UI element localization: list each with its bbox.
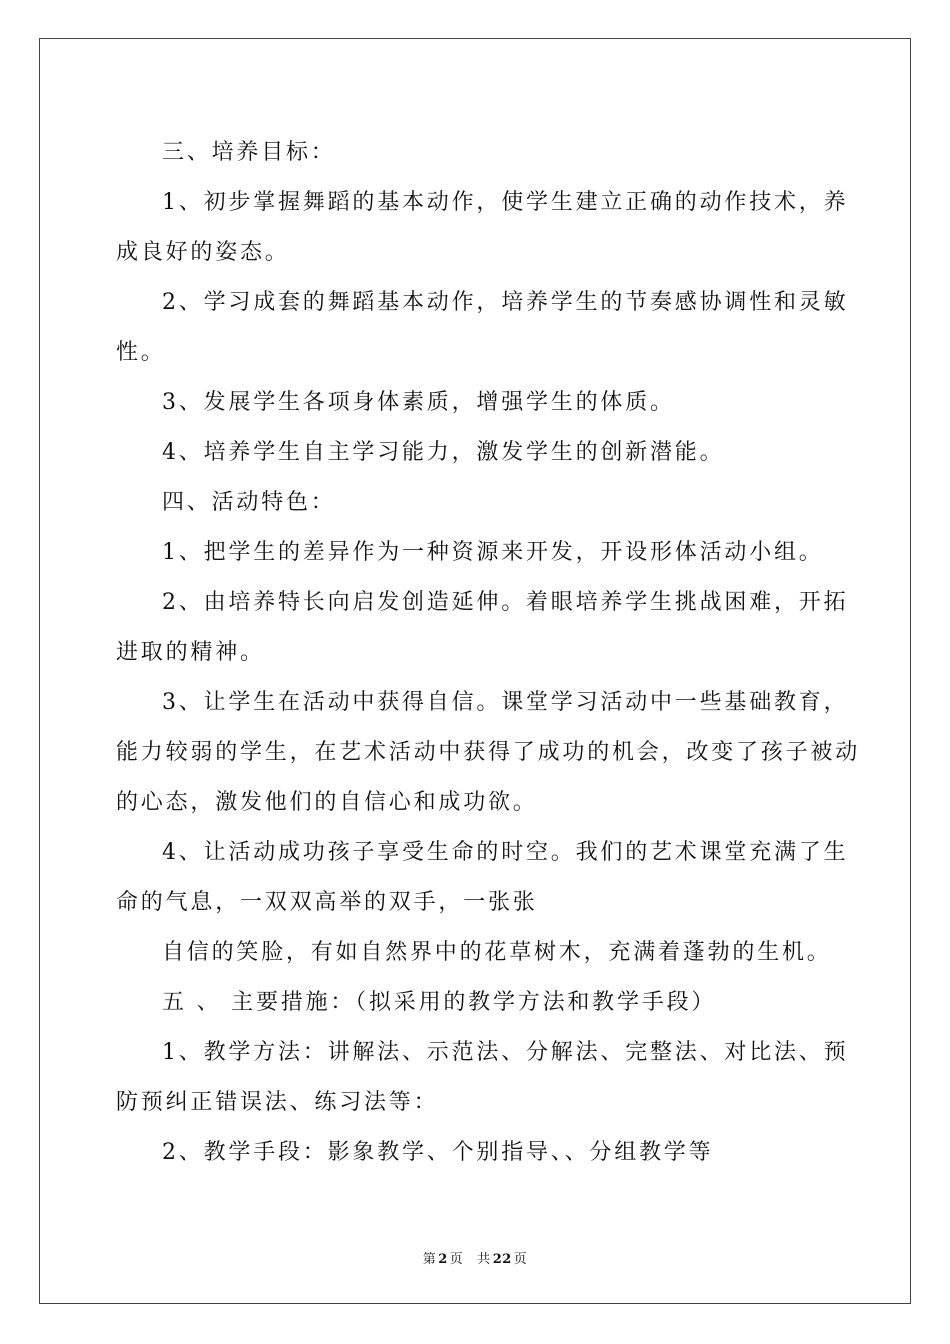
paragraph-line: 1、初步掌握舞蹈的基本动作，使学生建立正确的动作技术，养: [162, 190, 849, 215]
page-footer: [0, 1248, 950, 1267]
paragraph-line: 3、发展学生各项身体素质，增强学生的体质。: [162, 390, 675, 415]
total-prefix: 共: [477, 1252, 491, 1267]
paragraph-line: 2、由培养特长向启发创造延伸。着眼培养学生挑战困难，开拓: [162, 590, 849, 615]
page-number: 2: [438, 1252, 448, 1267]
paragraph-line: 防预纠正错误法、练习法等：: [116, 1090, 439, 1115]
paragraph-line: 1、把学生的差异作为一种资源来开发，开设形体活动小组。: [162, 540, 824, 565]
page-suffix: 页: [449, 1252, 464, 1267]
total-pages: 22: [492, 1252, 512, 1267]
paragraph-line: 命的气息，一双双高举的双手，一张张: [116, 890, 538, 915]
paragraph-line: 2、学习成套的舞蹈基本动作，培养学生的节奏感协调性和灵敏: [162, 290, 849, 315]
paragraph-line: 能力较弱的学生，在艺术活动中获得了成功的机会，改变了孩子被动: [116, 740, 861, 765]
paragraph-line: 的心态，激发他们的自信心和成功欲。: [116, 790, 538, 815]
paragraph-line: 成良好的姿态。: [116, 240, 290, 265]
paragraph-line: 自信的笑脸，有如自然界中的花草树木，充满着蓬勃的生机。: [162, 940, 832, 965]
paragraph-line: 三、培养目标：: [162, 140, 336, 165]
paragraph-line: 性。: [116, 340, 166, 365]
total-suffix: 页: [513, 1252, 528, 1267]
paragraph-line: 4、培养学生自主学习能力，激发学生的创新潜能。: [162, 440, 725, 465]
document-body: [116, 128, 861, 1178]
section-heading: 四、活动特色：: [162, 490, 336, 515]
paragraph-line: 1、教学方法：讲解法、示范法、分解法、完整法、对比法、预: [162, 1040, 849, 1065]
page-prefix: 第: [422, 1252, 437, 1267]
paragraph-line: 4、让活动成功孩子享受生命的时空。我们的艺术课堂充满了生: [162, 840, 849, 865]
paragraph-line: 2、教学手段：影象教学、个别指导、、分组教学等: [162, 1140, 714, 1165]
paragraph-line: 3、让学生在活动中获得自信。课堂学习活动中一些基础教育，: [162, 690, 849, 715]
paragraph-line: 进取的精神。: [116, 640, 265, 665]
section-heading: 五 、 主要措施：（拟采用的教学方法和教学手段）: [162, 990, 717, 1015]
